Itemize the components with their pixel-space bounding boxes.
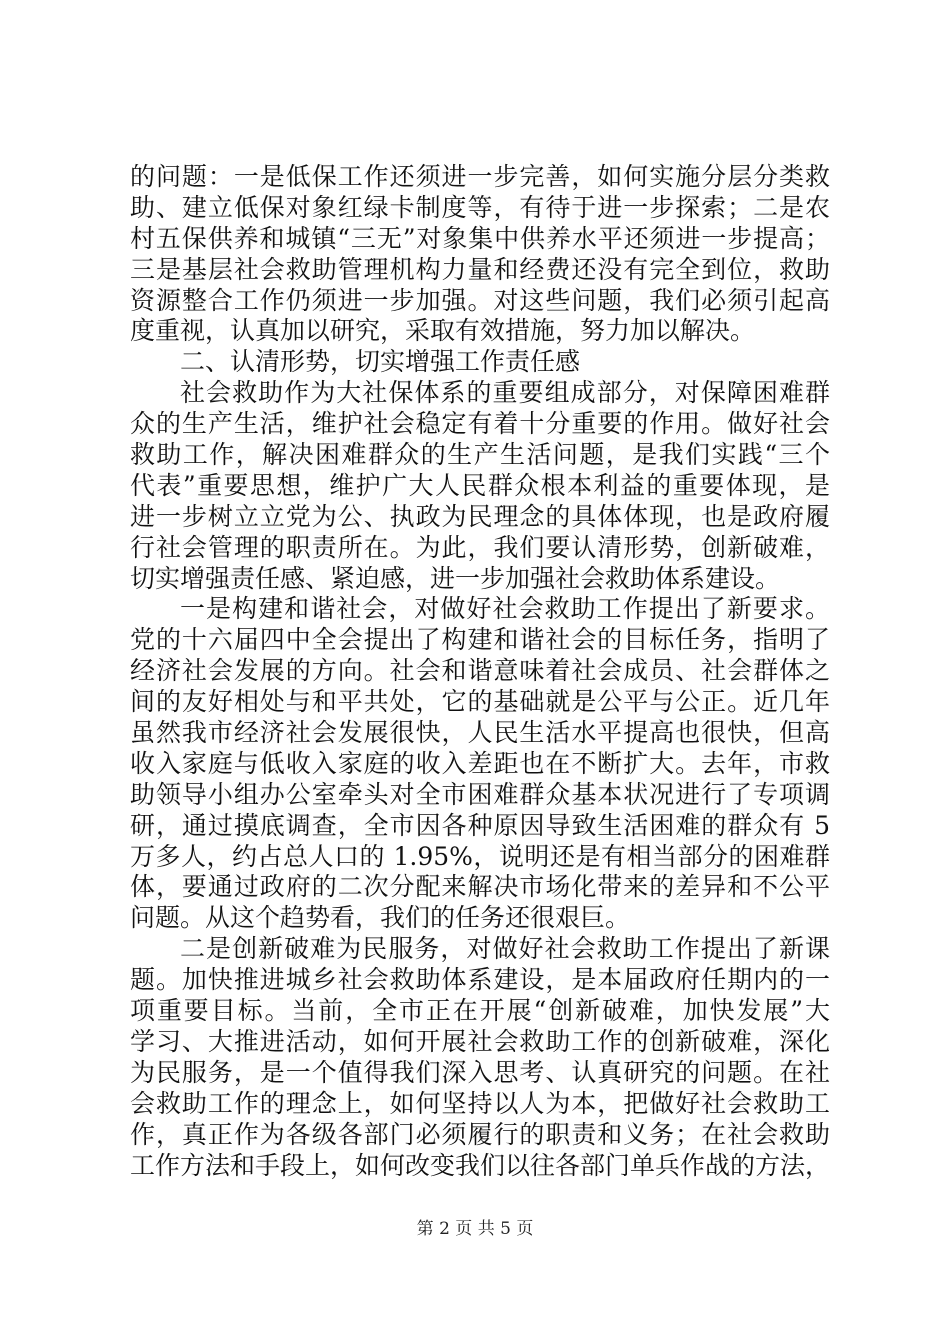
- text-line: 救助工作，解决困难群众的生产生活问题，是我们实践“三个: [130, 440, 830, 470]
- text-line: 行社会管理的职责所在。为此，我们要认清形势，创新破难，: [130, 532, 830, 562]
- text-line: 作，真正作为各级各部门必须履行的职责和义务；在社会救助: [130, 1119, 830, 1149]
- text-line: 经济社会发展的方向。社会和谐意味着社会成员、社会群体之: [130, 656, 830, 686]
- text-line: 进一步树立立党为公、执政为民理念的具体体现，也是政府履: [130, 501, 830, 531]
- text-line: 题。加快推进城乡社会救助体系建设，是本届政府任期内的一: [130, 965, 830, 995]
- text-line: 体，要通过政府的二次分配来解决市场化带来的差异和不公平: [130, 872, 830, 902]
- text-line: 项重要目标。当前，全市正在开展“创新破难，加快发展”大: [130, 996, 830, 1026]
- text-line: 为民服务，是一个值得我们深入思考、认真研究的问题。在社: [130, 1057, 830, 1087]
- text-line: 二是创新破难为民服务，对做好社会救助工作提出了新课: [180, 934, 830, 964]
- text-line: 切实增强责任感、紧迫感，进一步加强社会救助体系建设。: [130, 563, 781, 593]
- text-line: 助领导小组办公室牵头对全市困难群众基本状况进行了专项调: [130, 779, 830, 809]
- text-line: 学习、大推进活动，如何开展社会救助工作的创新破难，深化: [130, 1026, 830, 1056]
- text-line: 三是基层社会救助管理机构力量和经费还没有完全到位，救助: [130, 254, 830, 284]
- text-line: 的问题：一是低保工作还须进一步完善，如何实施分层分类救: [130, 162, 830, 191]
- text-line: 助、建立低保对象红绿卡制度等，有待于进一步探索；二是农: [130, 192, 830, 222]
- text-line: 虽然我市经济社会发展很快，人民生活水平提高也很快，但高: [130, 718, 830, 748]
- text-line: 间的友好相处与和平共处，它的基础就是公平与公正。近几年: [130, 687, 830, 717]
- text-line: 代表”重要思想，维护广大人民群众根本利益的重要体现，是: [130, 470, 830, 500]
- text-line: 万多人，约占总人口的 1.95%，说明还是有相当部分的困难群: [130, 841, 830, 871]
- text-line: 会救助工作的理念上，如何坚持以人为本，把做好社会救助工: [130, 1088, 830, 1118]
- text-line: 众的生产生活，维护社会稳定有着十分重要的作用。做好社会: [130, 409, 830, 439]
- text-line: 研，通过摸底调查，全市因各种原因导致生活困难的群众有 5: [130, 810, 830, 840]
- text-line: 资源整合工作仍须进一步加强。对这些问题，我们必须引起高: [130, 285, 830, 315]
- text-line: 党的十六届四中全会提出了构建和谐社会的目标任务，指明了: [130, 625, 830, 655]
- text-line: 一是构建和谐社会，对做好社会救助工作提出了新要求。: [180, 594, 830, 624]
- text-line: 收入家庭与低收入家庭的收入差距也在不断扩大。去年，市救: [130, 748, 830, 778]
- text-line: 二、认清形势，切实增强工作责任感: [180, 347, 581, 377]
- text-line: 村五保供养和城镇“三无”对象集中供养水平还须进一步提高；: [130, 223, 830, 253]
- page-footer: 第 2 页 共 5 页: [416, 1219, 534, 1239]
- text-line: 问题。从这个趋势看，我们的任务还很艰巨。: [130, 903, 631, 933]
- document-body: [130, 162, 830, 1181]
- text-line: 工作方法和手段上，如何改变我们以往各部门单兵作战的方法，: [130, 1150, 830, 1180]
- text-line: 社会救助作为大社保体系的重要组成部分，对保障困难群: [180, 378, 830, 408]
- text-line: 度重视，认真加以研究，采取有效措施，努力加以解决。: [130, 316, 756, 346]
